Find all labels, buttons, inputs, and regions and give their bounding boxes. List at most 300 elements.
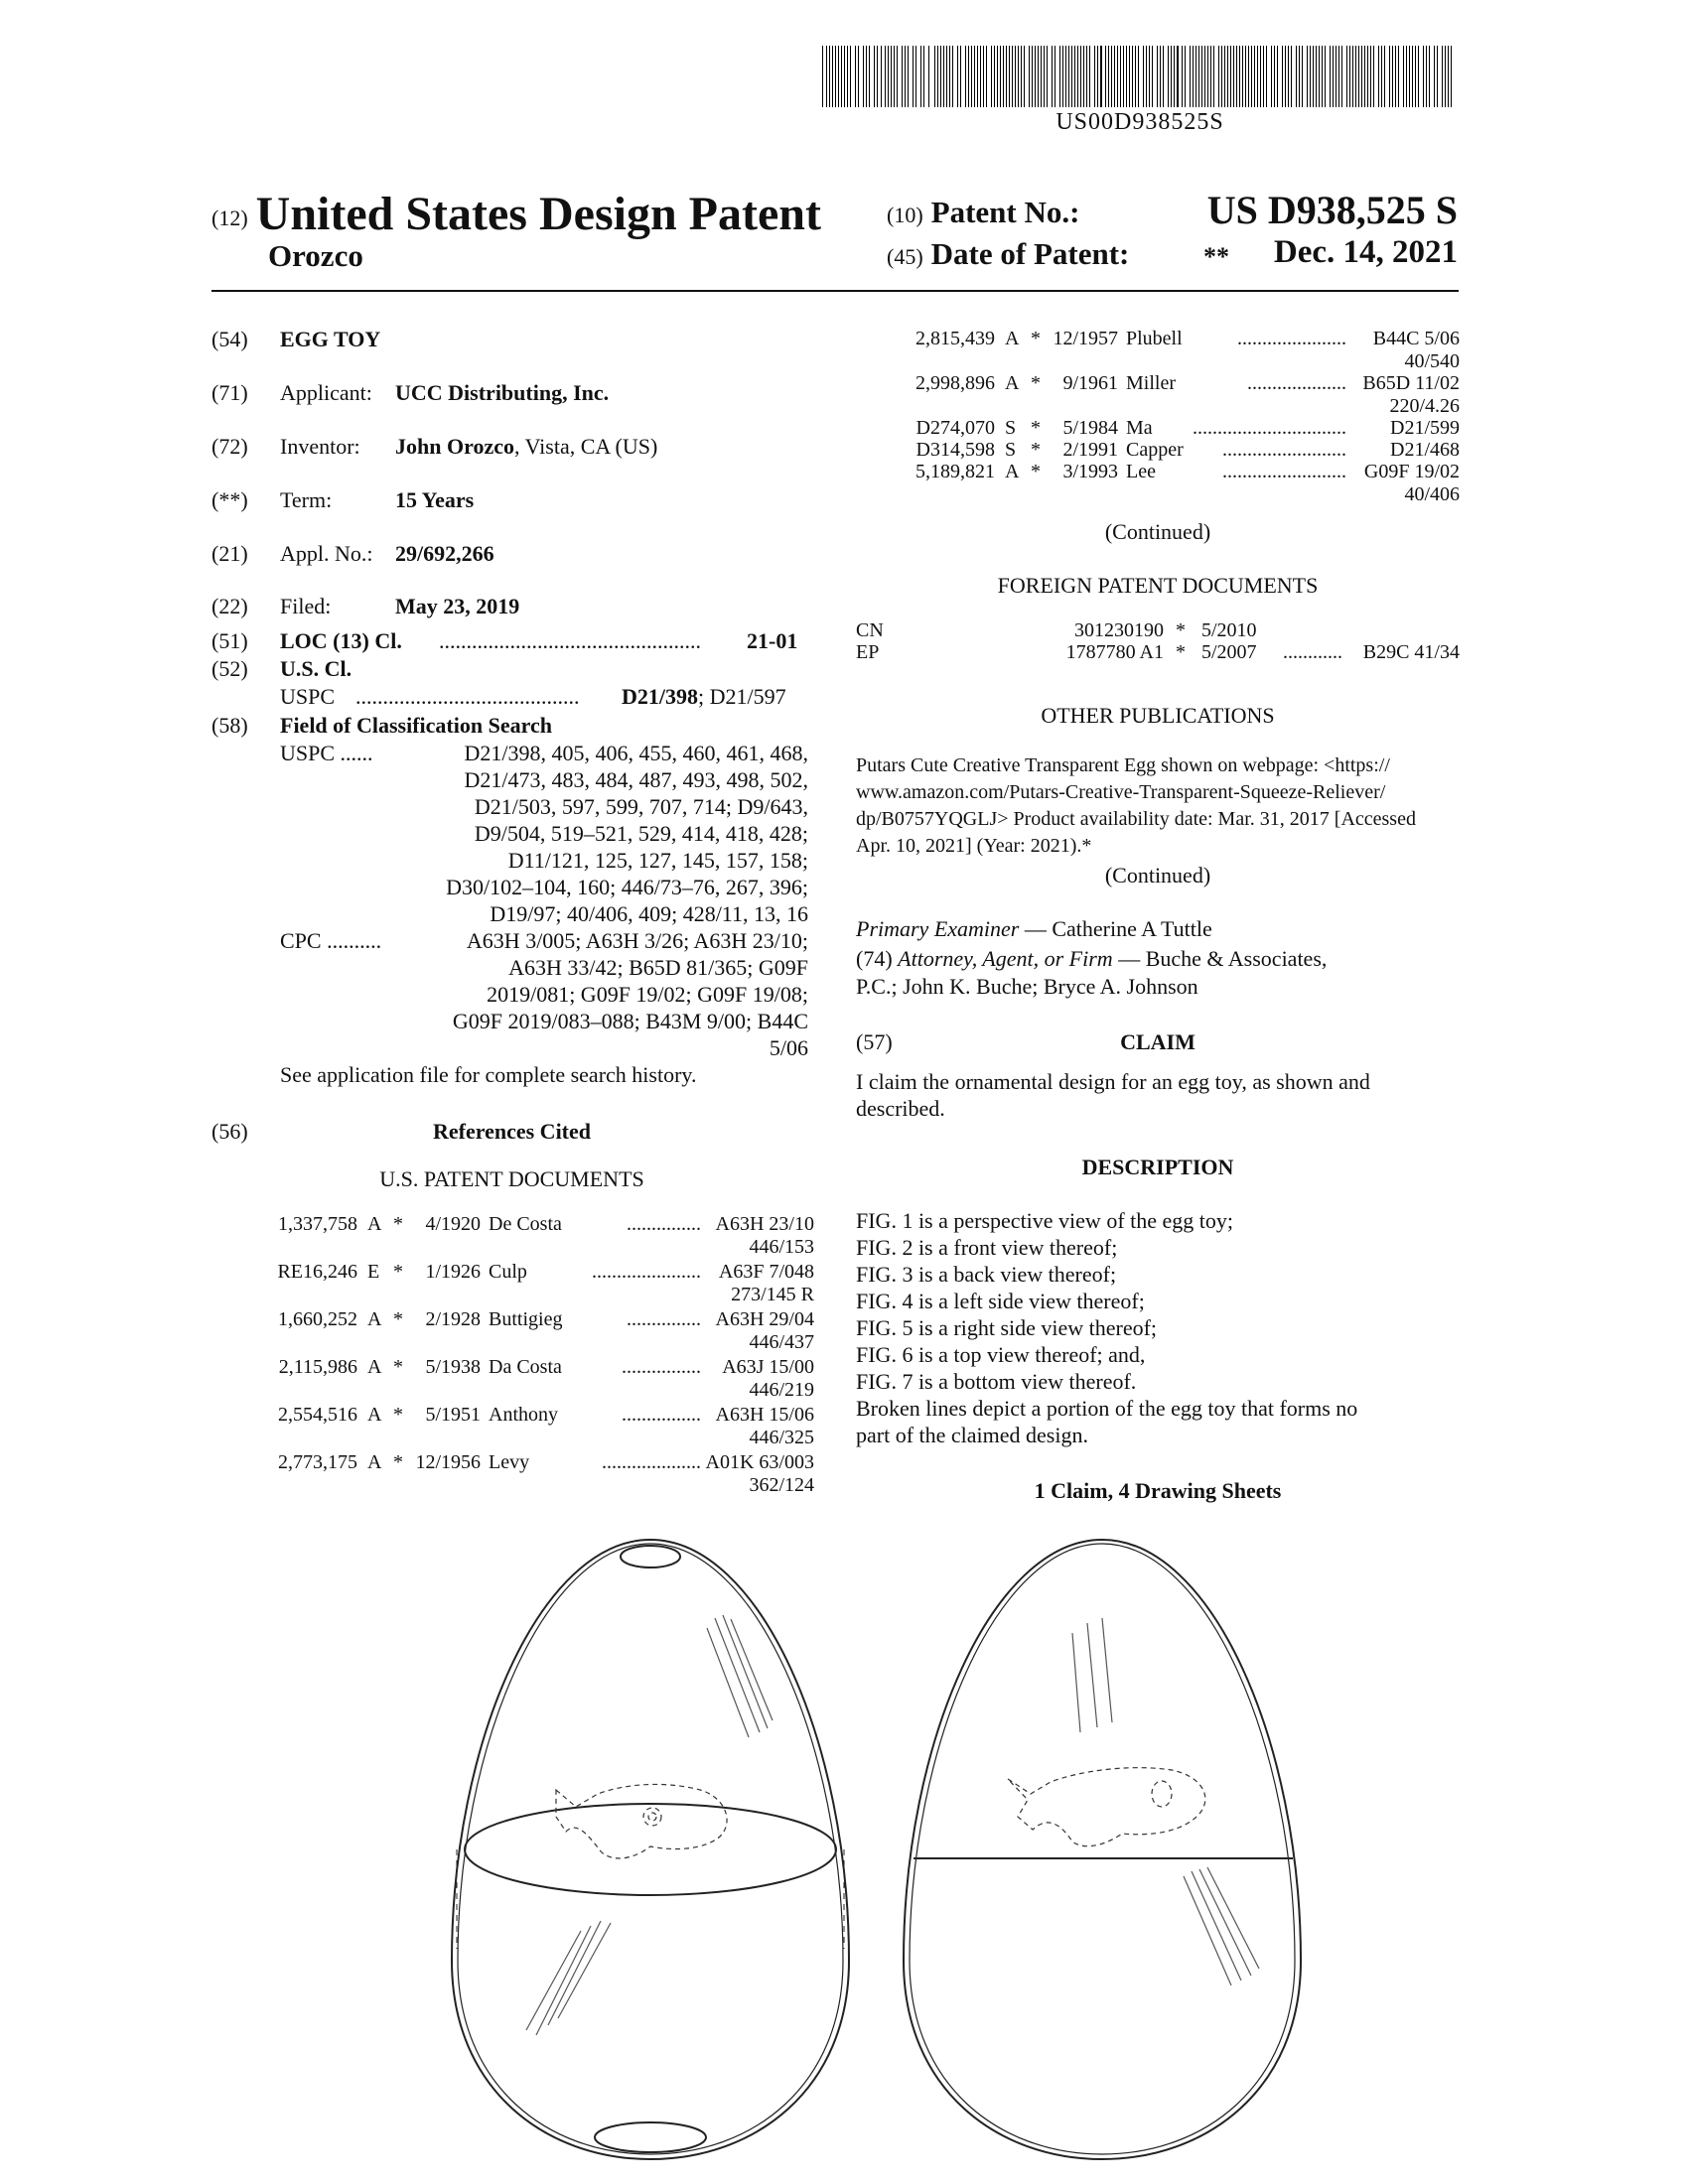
reference-row xyxy=(260,1404,814,1451)
ref-name: Buttigieg xyxy=(489,1308,563,1330)
barcode-bar xyxy=(1193,46,1194,107)
barcode-bar xyxy=(1080,46,1081,107)
ref-kind: A xyxy=(367,1308,382,1330)
barcode-bar xyxy=(928,46,929,107)
other-publications-heading: OTHER PUBLICATIONS xyxy=(1041,703,1275,728)
barcode-bar xyxy=(1160,46,1161,107)
barcode-bar xyxy=(894,46,895,107)
ref-date: 2/1928 xyxy=(425,1308,481,1330)
barcode-bar xyxy=(1299,46,1300,107)
barcode-bar xyxy=(1227,46,1228,107)
barcode-bar xyxy=(983,46,984,107)
barcode-bar xyxy=(1083,46,1084,107)
reference-row xyxy=(898,372,1460,417)
attorney-line: (74) Attorney, Agent, or Firm — Buche & Associates, xyxy=(856,946,1328,971)
barcode-bar xyxy=(1239,46,1240,107)
barcode-bar xyxy=(881,46,882,107)
barcode-bar xyxy=(874,46,875,107)
uscl-code: (52) xyxy=(211,656,248,681)
reference-row xyxy=(898,417,1460,439)
ref-subclass: 362/124 xyxy=(749,1474,814,1496)
foreign-reference-row xyxy=(856,619,1460,641)
us-patent-docs-heading: U.S. PATENT DOCUMENTS xyxy=(379,1166,644,1191)
ref-subclass: 40/406 xyxy=(1404,483,1460,505)
ref-kind: A xyxy=(1005,461,1020,482)
barcode-bar xyxy=(1358,46,1359,107)
barcode-bar xyxy=(1129,46,1130,107)
barcode-bar xyxy=(913,46,914,107)
barcode-bar xyxy=(1038,46,1039,107)
barcode-bar xyxy=(1077,46,1078,107)
ref-date: 12/1956 xyxy=(415,1451,481,1473)
barcode-bar xyxy=(1029,46,1030,107)
barcode-bar xyxy=(1015,46,1016,107)
barcode-bar xyxy=(1333,46,1334,107)
barcode-bar xyxy=(1198,46,1199,107)
barcode-bar xyxy=(946,46,947,107)
foreign-dots: ............ xyxy=(1283,641,1342,663)
ref-kind: S xyxy=(1005,439,1017,461)
barcode-bar xyxy=(1163,46,1164,107)
reference-row xyxy=(260,1308,814,1356)
barcode-bar xyxy=(1381,46,1382,107)
ref-name: De Costa xyxy=(489,1213,562,1235)
barcode-bar xyxy=(940,46,941,107)
barcode-bar xyxy=(877,46,878,107)
reference-row xyxy=(898,461,1460,505)
foreign-star: * xyxy=(1176,641,1186,663)
ref-star: * xyxy=(1031,417,1041,439)
barcode-bar xyxy=(1062,46,1063,107)
barcode-bar xyxy=(1190,46,1191,107)
barcode-bar xyxy=(835,46,836,107)
barcode-bar xyxy=(1152,46,1153,107)
ref-number: 2,815,439 xyxy=(915,328,995,349)
document-title: (12) United States Design Patent xyxy=(211,188,821,240)
ref-dots: ............... xyxy=(627,1308,701,1330)
barcode-bar xyxy=(968,46,969,107)
ref-class: D21/599 xyxy=(1390,417,1460,439)
barcode-bar xyxy=(1177,46,1179,107)
field-label: Field of Classification Search xyxy=(280,713,552,738)
barcode-bar xyxy=(1114,46,1115,107)
barcode-bar xyxy=(1132,46,1133,107)
foreign-number: 301230190 xyxy=(1074,619,1164,641)
ref-dots: ...................... xyxy=(592,1261,701,1283)
references-title: References Cited xyxy=(432,1119,592,1144)
reference-row xyxy=(898,328,1460,372)
barcode-bar xyxy=(1207,46,1208,107)
ref-kind: E xyxy=(367,1261,380,1283)
ref-name: Culp xyxy=(489,1261,527,1283)
barcode-bar xyxy=(1044,46,1045,107)
loc-dots: ................................................ xyxy=(439,628,701,653)
references-code: (56) xyxy=(211,1119,248,1144)
ref-date: 5/1938 xyxy=(425,1356,481,1378)
barcode-bar xyxy=(1274,46,1275,107)
barcode-bar xyxy=(1024,46,1025,107)
term: 15 Years xyxy=(395,487,475,512)
barcode-bar xyxy=(1097,46,1098,107)
foreign-date: 5/2010 xyxy=(1201,619,1257,641)
field-cpc-lead: CPC .......... xyxy=(280,928,382,953)
barcode-bar xyxy=(1355,46,1356,107)
barcode-bar xyxy=(1412,46,1413,107)
barcode-bar xyxy=(1313,46,1314,107)
uspc-dots: ......................................... xyxy=(355,684,580,709)
barcode-bar xyxy=(866,46,867,107)
barcode-bar xyxy=(855,46,856,107)
inventor-code: (72) xyxy=(211,434,248,459)
barcode-bar xyxy=(1406,46,1407,107)
ref-star: * xyxy=(1031,372,1041,394)
field-cpc-classes: A63H 3/005; A63H 3/26; A63H 23/10; A63H 33/42; B65D 81/365; G09F 2019/081; G09F 19/02; G09F 19/08; G09F 2019/083–088; B43M 9/00; B44C 5/06 xyxy=(452,928,808,1060)
barcode-bar xyxy=(1221,46,1222,107)
barcode-bar xyxy=(1117,46,1118,107)
ref-kind: A xyxy=(1005,328,1020,349)
reference-row xyxy=(260,1261,814,1308)
filed-label: Filed: xyxy=(280,594,332,618)
fish-left-outline xyxy=(556,1784,727,1858)
barcode-bar xyxy=(949,46,950,107)
barcode-bar xyxy=(1302,46,1303,107)
foreign-number: 1787780 A1 xyxy=(1065,641,1164,663)
barcode-bar xyxy=(1367,46,1368,107)
barcode-bar xyxy=(905,46,906,107)
barcode-bar xyxy=(1068,46,1069,107)
barcode-bar xyxy=(829,46,830,107)
barcode-bar xyxy=(1426,46,1427,107)
barcode-bar xyxy=(1185,46,1186,107)
ref-kind: A xyxy=(1005,372,1020,394)
ref-star: * xyxy=(393,1213,403,1235)
barcode-bar xyxy=(1168,46,1169,107)
ref-number: 2,554,516 xyxy=(278,1404,357,1426)
ref-name: Miller xyxy=(1126,372,1176,394)
ref-star: * xyxy=(393,1356,403,1378)
header-rule xyxy=(211,290,1459,292)
barcode-bar xyxy=(1266,46,1267,107)
ref-dots: .................... xyxy=(602,1451,701,1473)
barcode-bar xyxy=(1000,46,1001,107)
primary-examiner: Primary Examiner — Catherine A Tuttle xyxy=(856,916,1212,941)
barcode-bar xyxy=(1398,46,1399,107)
barcode-bar xyxy=(885,46,886,107)
filed-date: May 23, 2019 xyxy=(395,594,520,618)
barcode-bar xyxy=(1218,46,1219,107)
barcode-bar xyxy=(1174,46,1175,107)
barcode-bar xyxy=(888,46,889,107)
field-code: (58) xyxy=(211,713,248,738)
appl-number: 29/692,266 xyxy=(395,541,494,566)
ref-number: 2,998,896 xyxy=(915,372,995,394)
barcode-bar xyxy=(1086,46,1087,107)
barcode-bar xyxy=(1006,46,1007,107)
barcode-bar xyxy=(1310,46,1311,107)
barcode-bar xyxy=(908,46,909,107)
foreign-country: CN xyxy=(856,619,884,641)
barcode-bar xyxy=(1341,46,1342,107)
date-mark: ** xyxy=(1203,242,1229,271)
barcode-bar xyxy=(1201,46,1202,107)
ref-number: 5,189,821 xyxy=(915,461,995,482)
barcode-bar xyxy=(822,46,823,107)
ref-dots: ............... xyxy=(627,1213,701,1235)
barcode-bar xyxy=(1285,46,1286,107)
barcode-bar xyxy=(1370,46,1371,107)
foreign-star: * xyxy=(1176,619,1186,641)
barcode-bar xyxy=(957,46,958,107)
barcode-bar xyxy=(1437,46,1438,107)
fish-right-outline xyxy=(1008,1768,1205,1846)
egg-left-outline xyxy=(452,1540,849,2159)
ref-class: A01K 63/003 xyxy=(705,1451,814,1473)
ref-star: * xyxy=(1031,461,1041,482)
barcode-bar xyxy=(1260,46,1261,107)
ref-star: * xyxy=(1031,328,1041,349)
barcode-bar xyxy=(1021,46,1022,107)
filed-code: (22) xyxy=(211,594,248,618)
barcode-bar xyxy=(1100,46,1102,107)
barcode-bar xyxy=(960,46,961,107)
other-continued: (Continued) xyxy=(1104,863,1211,887)
barcode-bar xyxy=(1245,46,1246,107)
barcode-bar xyxy=(1296,46,1297,107)
barcode-bar xyxy=(1035,46,1036,107)
applicant: UCC Distributing, Inc. xyxy=(395,380,610,405)
barcode-bar xyxy=(1373,46,1374,107)
ref-name: Capper xyxy=(1126,439,1184,461)
ref-class: A63F 7/048 xyxy=(718,1261,814,1283)
egg-toy-drawings xyxy=(437,1534,1331,2169)
publication-number: US00D938525S xyxy=(1055,109,1224,135)
barcode-bar xyxy=(1277,46,1278,107)
ref-subclass: 446/325 xyxy=(749,1427,814,1448)
barcode-bar xyxy=(1157,46,1158,107)
barcode-bar xyxy=(1330,46,1331,107)
barcode-bar xyxy=(1059,46,1060,107)
ref-number: D274,070 xyxy=(915,417,995,439)
patent-title: EGG TOY xyxy=(280,327,381,351)
uspc-classes: D21/398; D21/597 xyxy=(622,684,786,709)
ref-name: Ma xyxy=(1126,417,1153,439)
egg-left-bottom-cap xyxy=(595,2122,706,2152)
barcode-bar xyxy=(1395,46,1396,107)
egg-right-outline xyxy=(904,1540,1301,2159)
ref-star: * xyxy=(393,1404,403,1426)
barcode-bar xyxy=(1012,46,1013,107)
barcode-bar xyxy=(863,46,864,107)
barcode-bar xyxy=(1361,46,1362,107)
title-code: (54) xyxy=(211,327,248,351)
barcode-bar xyxy=(937,46,938,107)
barcode-bar xyxy=(1041,46,1042,107)
barcode-bar xyxy=(1224,46,1225,107)
claim-text: I claim the ornamental design for an egg toy, as shown and described. xyxy=(856,1069,1370,1121)
ref-kind: A xyxy=(367,1213,382,1235)
barcode-bar xyxy=(1415,46,1416,107)
ref-subclass: 40/540 xyxy=(1404,350,1460,372)
barcode-bar xyxy=(1089,46,1090,107)
barcode-bar xyxy=(1052,46,1053,107)
ref-date: 1/1926 xyxy=(425,1261,481,1283)
ref-star: * xyxy=(393,1308,403,1330)
barcode-bar xyxy=(1263,46,1264,107)
barcode-bar xyxy=(980,46,981,107)
reference-row xyxy=(260,1356,814,1404)
ref-subclass: 220/4.26 xyxy=(1389,395,1460,417)
barcode-bar xyxy=(1288,46,1289,107)
foreign-country: EP xyxy=(856,641,880,663)
barcode-bar xyxy=(1434,46,1435,107)
barcode-bar xyxy=(1126,46,1127,107)
ref-name: Da Costa xyxy=(489,1356,562,1378)
description-text: FIG. 1 is a perspective view of the egg toy; FIG. 2 is a front view thereof; FIG. 3 is a back view thereof; FIG. 4 is a left side view thereof; FIG. 5 is a right side view thereof; FIG. 6 is a top view thereof; and, FIG. 7 is a bottom view thereof. Broken lines depict a portion of the egg toy that forms no part of the claimed design. xyxy=(856,1208,1358,1447)
fish-right-eye xyxy=(1152,1781,1172,1807)
foreign-reference-row xyxy=(856,641,1460,663)
ref-date: 2/1991 xyxy=(1062,439,1118,461)
ref-kind: A xyxy=(367,1404,382,1426)
barcode-bar xyxy=(923,46,924,107)
barcode-bar xyxy=(1111,46,1112,107)
ref-subclass: 446/219 xyxy=(749,1379,814,1401)
ref-date: 9/1961 xyxy=(1062,372,1118,394)
barcode-bar xyxy=(1445,46,1446,107)
applicant-label: Applicant: xyxy=(280,380,372,405)
barcode-bar xyxy=(1138,46,1139,107)
ref-kind: S xyxy=(1005,417,1017,439)
uscl-label: U.S. Cl. xyxy=(280,656,352,681)
date-label: (45) Date of Patent: xyxy=(887,236,1130,271)
barcode-bar xyxy=(1322,46,1323,107)
barcode-bar xyxy=(1291,46,1292,107)
ref-subclass: 273/145 R xyxy=(731,1284,814,1305)
ref-class: B44C 5/06 xyxy=(1372,328,1460,349)
ref-kind: A xyxy=(367,1356,382,1378)
uspc-label: USPC xyxy=(280,684,336,709)
ref-date: 3/1993 xyxy=(1062,461,1118,482)
ref-class: G09F 19/02 xyxy=(1363,461,1460,482)
ref-class: B65D 11/02 xyxy=(1362,372,1460,394)
barcode-bar xyxy=(1120,46,1121,107)
other-publication: Putars Cute Creative Transparent Egg shown on webpage: <https:// www.amazon.com/Putars-Creative-Transparent-Squeeze-Reliever/ dp/B0757YQGLJ> Product availability date: Mar. 31, 2017 [Accessed Apr. 10, 2021] (Year: 2021).* xyxy=(856,754,1416,857)
loc-value: 21-01 xyxy=(747,628,798,653)
reference-row xyxy=(898,439,1460,461)
barcode-bar xyxy=(997,46,998,107)
barcode-bar xyxy=(869,46,870,107)
field-uspc-lead: USPC ...... xyxy=(280,741,373,765)
barcode-bar xyxy=(1108,46,1109,107)
ref-dots: ............................... xyxy=(1193,417,1346,439)
barcode-bar xyxy=(1123,46,1124,107)
ref-star: * xyxy=(393,1451,403,1473)
barcode-bar xyxy=(991,46,992,107)
ref-class: A63H 29/04 xyxy=(715,1308,814,1330)
ref-date: 12/1957 xyxy=(1053,328,1118,349)
ref-subclass: 446/153 xyxy=(749,1236,814,1258)
barcode-bar xyxy=(1254,46,1255,107)
applicant-code: (71) xyxy=(211,380,248,405)
field-uspc-classes: D21/398, 405, 406, 455, 460, 461, 468, D21/473, 483, 484, 487, 493, 498, 502, D21/503, 597, 599, 707, 714; D9/643, D9/504, 519–521, 529, 414, 418, 428; D11/121, 125, 127, 145, 157, 158; D30/102–104, 160; 446/73–76, 267, 396; D19/97; 40/406, 409; 428/11, 13, 16 xyxy=(446,741,808,926)
barcode-bar xyxy=(1271,46,1272,107)
barcode-bar xyxy=(1378,46,1379,107)
ref-date: 5/1984 xyxy=(1062,417,1118,439)
barcode-bar xyxy=(1423,46,1424,107)
ref-date: 5/1951 xyxy=(425,1404,481,1426)
barcode-bar xyxy=(1418,46,1419,107)
ref-class: A63H 15/06 xyxy=(715,1404,814,1426)
barcode-bar xyxy=(841,46,842,107)
ref-date: 4/1920 xyxy=(425,1213,481,1235)
barcode-bar xyxy=(1338,46,1339,107)
barcode-bar xyxy=(920,46,921,107)
barcode-bar xyxy=(1213,46,1214,107)
references-continued: (Continued) xyxy=(1104,519,1211,544)
barcode-bar xyxy=(847,46,848,107)
ref-dots: .................... xyxy=(1247,372,1346,394)
ref-kind: A xyxy=(367,1451,382,1473)
barcode-bar xyxy=(1307,46,1308,107)
barcode-bar xyxy=(1065,46,1066,107)
ref-dots: ...................... xyxy=(1237,328,1346,349)
barcode-bar xyxy=(1105,46,1106,107)
ref-class: A63H 23/10 xyxy=(715,1213,814,1235)
barcode-bar xyxy=(1403,46,1404,107)
foreign-class: B29C 41/34 xyxy=(1362,641,1460,663)
barcode-bar xyxy=(832,46,833,107)
barcode-bar xyxy=(1182,46,1183,107)
barcode-bar xyxy=(1282,46,1283,107)
egg-left-top-cap xyxy=(621,1546,680,1568)
barcode-bar xyxy=(1364,46,1365,107)
barcode-bar xyxy=(1392,46,1393,107)
claims-summary: 1 Claim, 4 Drawing Sheets xyxy=(1034,1478,1282,1503)
barcode-bar xyxy=(1242,46,1243,107)
barcode-bar xyxy=(1047,46,1048,107)
ref-number: 1,660,252 xyxy=(278,1308,357,1330)
barcode xyxy=(822,46,1458,107)
ref-class: D21/468 xyxy=(1390,439,1460,461)
appl-label: Appl. No.: xyxy=(280,541,373,566)
inventor: John Orozco, Vista, CA (US) xyxy=(395,434,658,459)
barcode-bar xyxy=(1442,46,1443,107)
barcode-bar xyxy=(891,46,892,107)
egg-left-inner-outline xyxy=(458,1544,843,2154)
barcode-bar xyxy=(1094,46,1095,107)
term-label: Term: xyxy=(280,487,333,512)
inventor-label: Inventor: xyxy=(280,434,360,459)
barcode-bar xyxy=(1236,46,1237,107)
barcode-bar xyxy=(1018,46,1019,107)
ref-class: A63J 15/00 xyxy=(722,1356,814,1378)
barcode-bar xyxy=(971,46,972,107)
ref-dots: ................ xyxy=(622,1404,701,1426)
barcode-bar xyxy=(1149,46,1150,107)
ref-star: * xyxy=(1031,439,1041,461)
barcode-bar xyxy=(1204,46,1205,107)
loc-label: LOC (13) Cl. xyxy=(280,628,402,653)
barcode-bar xyxy=(1319,46,1320,107)
patent-number: US D938,525 S xyxy=(1206,188,1458,232)
barcode-bar xyxy=(902,46,903,107)
loc-code: (51) xyxy=(211,628,248,653)
barcode-bar xyxy=(1316,46,1317,107)
barcode-bar xyxy=(1325,46,1326,107)
barcode-bar xyxy=(1409,46,1410,107)
barcode-bar xyxy=(1071,46,1072,107)
ref-number: 2,115,986 xyxy=(278,1356,357,1378)
ref-dots: ................ xyxy=(622,1356,701,1378)
